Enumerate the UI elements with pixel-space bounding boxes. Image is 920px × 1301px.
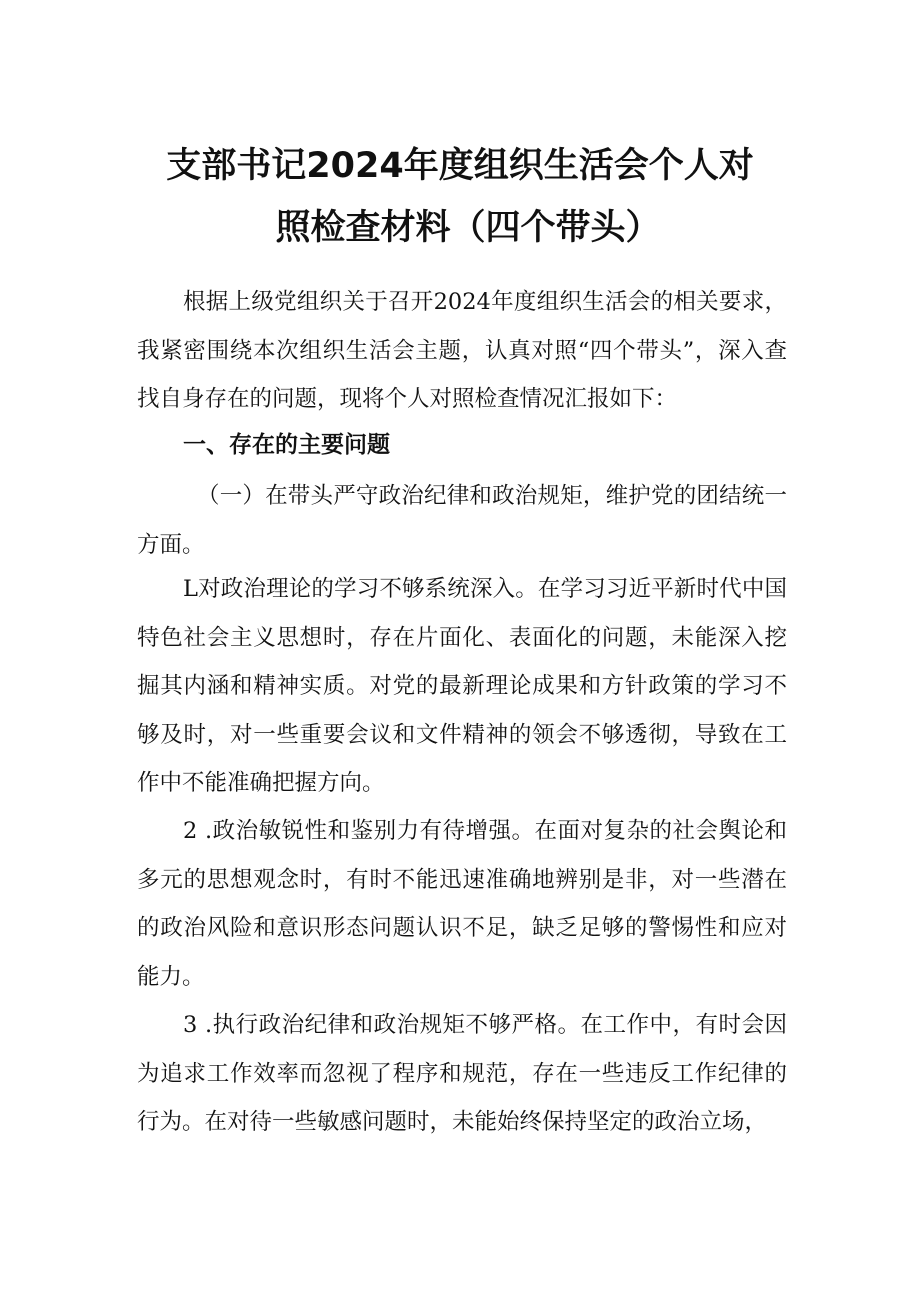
document-title-line-1: 支部书记2024年度组织生活会个人对 <box>166 146 754 186</box>
problem-item-2: 2 .政治敏锐性和鉴别力有待增强。在面对复杂的社会舆论和多元的思想观念时，有时不能迅速准确地辨别是非，对一些潜在的政治风险和意识形态问题认识不足，缺乏足够的警惕性和应对能力。 <box>137 818 787 990</box>
intro-paragraph: 根据上级党组织关于召开2024年度组织生活会的相关要求，我紧密围绕本次组织生活会主题，认真对照“四个带头”，深入查找自身存在的问题，现将个人对照检查情况汇报如下： <box>137 289 787 412</box>
problem-item-1: L对政治理论的学习不够系统深入。在学习习近平新时代中国特色社会主义思想时，存在片面化、表面化的问题，未能深入挖掘其内涵和精神实质。对党的最新理论成果和方针政策的学习不够及时，对一些重要会议和文件精神的领会不够透彻，导致在工作中不能准确把握方向。 <box>137 576 787 796</box>
section-heading-main-problems: 一、存在的主要问题 <box>183 432 390 458</box>
document-title-line-2: 照检查材料（四个带头） <box>275 208 661 248</box>
subsection-heading-1: （一）在带头严守政治纪律和政治规矩，维护党的团结统一方面。 <box>137 483 787 558</box>
problem-item-3: 3 .执行政治纪律和政治规矩不够严格。在工作中，有时会因为追求工作效率而忽视了程序和规范，存在一些违反工作纪律的行为。在对待一些敏感问题时，未能始终保持坚定的政治立场， <box>137 1012 787 1135</box>
